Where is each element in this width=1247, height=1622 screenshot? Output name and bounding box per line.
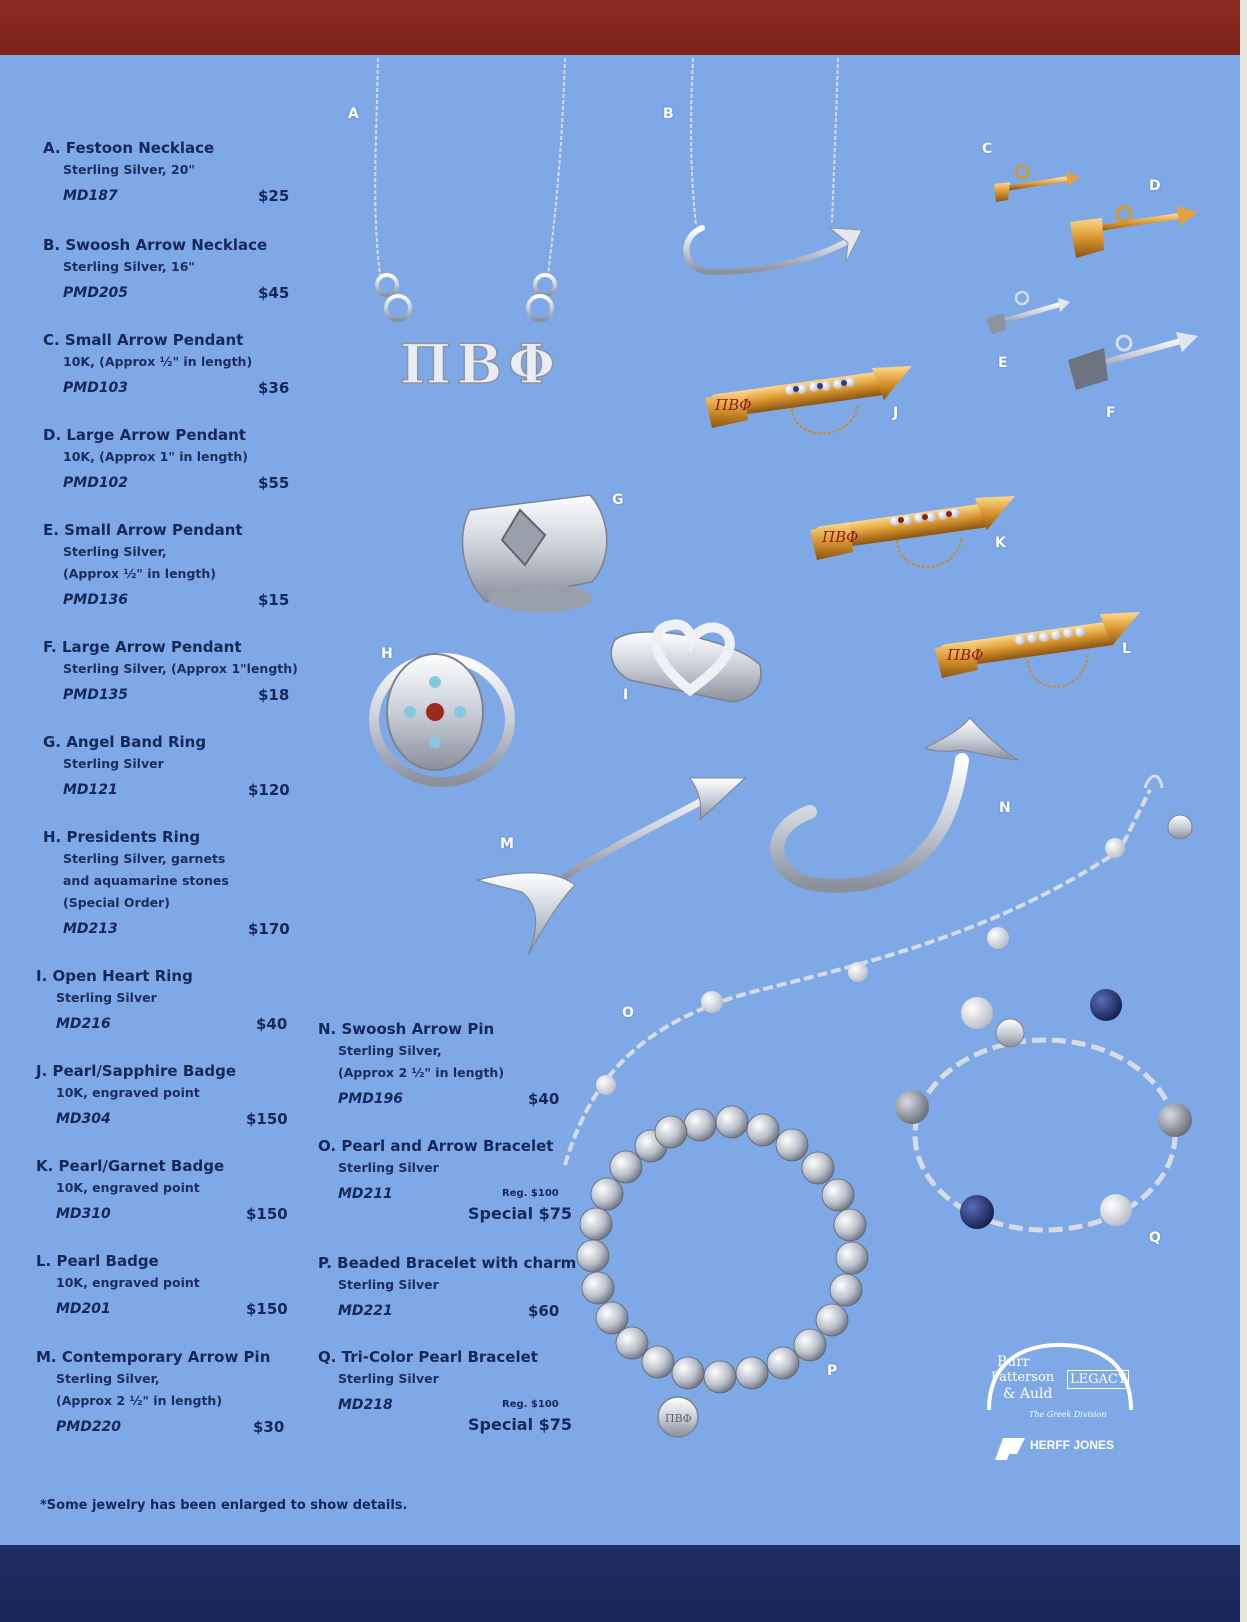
photo-label-n: N	[999, 800, 1011, 816]
photo-label-e: E	[998, 355, 1008, 371]
photo-label-b: B	[663, 106, 674, 122]
product-price: $30	[253, 1418, 285, 1436]
product-title: H. Presidents Ring	[43, 828, 201, 846]
regular-price: Reg. $100	[502, 1188, 559, 1199]
product-title: M. Contemporary Arrow Pin	[36, 1348, 271, 1366]
bead-ring	[577, 1106, 868, 1393]
product-price: $40	[528, 1090, 560, 1108]
product-price: $45	[258, 284, 290, 302]
footnote: *Some jewelry has been enlarged to show details.	[40, 1498, 408, 1513]
pearl-badge-image	[935, 612, 1140, 687]
logo-line-3: & Auld	[1003, 1386, 1053, 1402]
product-desc: Sterling Silver	[56, 990, 157, 1005]
product-desc: Sterling Silver, 20"	[63, 162, 195, 177]
product-title: P. Beaded Bracelet with charm	[318, 1254, 577, 1272]
photo-label-k: K	[995, 535, 1006, 551]
product-price: $150	[246, 1300, 288, 1318]
product-desc: 10K, engraved point	[56, 1085, 200, 1100]
product-price: $55	[258, 474, 290, 492]
product-price: $60	[528, 1302, 560, 1320]
pearl-arrow-bracelet-image	[565, 776, 1192, 1165]
product-desc: (Approx ½" in length)	[63, 566, 216, 581]
large-silver-arrow-image	[1068, 332, 1198, 390]
swoosh-arrow-pin-image	[777, 718, 1018, 886]
photo-label-g: G	[612, 492, 624, 508]
photo-label-h: H	[381, 646, 393, 662]
product-code: MD216	[56, 1016, 111, 1032]
logo-line-2: Patterson	[991, 1370, 1055, 1385]
product-code: PMD205	[63, 285, 129, 301]
product-desc: Sterling Silver,	[338, 1043, 442, 1058]
product-title: C. Small Arrow Pendant	[43, 331, 244, 349]
badge-letters: ΠΒΦ	[947, 646, 984, 664]
product-title: D. Large Arrow Pendant	[43, 426, 246, 444]
product-code: MD221	[338, 1303, 393, 1319]
product-title: F. Large Arrow Pendant	[43, 638, 242, 656]
product-title: O. Pearl and Arrow Bracelet	[318, 1137, 554, 1155]
product-code: MD201	[56, 1301, 111, 1317]
logo-line-1: Burr	[997, 1354, 1030, 1370]
special-price: Special $75	[468, 1415, 573, 1434]
product-title: Q. Tri-Color Pearl Bracelet	[318, 1348, 538, 1366]
badge-letters: ΠΒΦ	[715, 396, 752, 414]
product-desc: and aquamarine stones	[63, 873, 229, 888]
product-desc: Sterling Silver	[338, 1160, 439, 1175]
photo-label-f: F	[1106, 405, 1116, 421]
photo-label-o: O	[622, 1005, 634, 1021]
product-code: MD304	[56, 1111, 111, 1127]
open-heart-ring-image	[611, 624, 761, 702]
product-code: PMD103	[63, 380, 129, 396]
photo-label-a: A	[348, 106, 359, 122]
product-desc: Sterling Silver,	[63, 544, 167, 559]
product-price: $120	[248, 781, 290, 799]
photo-label-d: D	[1149, 178, 1161, 194]
charm-letters: ΠΒΦ	[665, 1412, 692, 1425]
product-desc: Sterling Silver	[338, 1277, 439, 1292]
product-title: L. Pearl Badge	[36, 1252, 159, 1270]
product-desc: 10K, (Approx ½" in length)	[63, 354, 253, 369]
product-price: $15	[258, 591, 290, 609]
contemporary-arrow-pin-image	[478, 778, 745, 955]
logo-tagline: The Greek Division	[1029, 1410, 1107, 1419]
product-code: MD213	[63, 921, 118, 937]
product-code: PMD135	[63, 687, 129, 703]
necklace-letters: ΠΒΦ	[400, 332, 555, 396]
product-price: $25	[258, 187, 290, 205]
product-code: MD310	[56, 1206, 111, 1222]
angel-band-ring-image	[463, 495, 607, 612]
photo-label-c: C	[982, 141, 993, 157]
photo-label-p: P	[827, 1363, 838, 1379]
logo-company: HERFF JONES	[1030, 1438, 1115, 1452]
product-price: $150	[246, 1205, 288, 1223]
tri-color-pearl-bracelet-image	[895, 989, 1192, 1230]
product-desc: 10K, engraved point	[56, 1275, 200, 1290]
product-title: I. Open Heart Ring	[36, 967, 193, 985]
product-desc: Sterling Silver, garnets	[63, 851, 226, 866]
product-title: G. Angel Band Ring	[43, 733, 207, 751]
product-desc: Sterling Silver,	[56, 1371, 160, 1386]
product-desc: Sterling Silver, 16"	[63, 259, 195, 274]
product-desc: (Special Order)	[63, 895, 171, 910]
presidents-ring-image	[374, 654, 510, 782]
swoosh-necklace-image	[686, 58, 862, 272]
product-desc: (Approx 2 ½" in length)	[56, 1393, 223, 1408]
product-code: PMD196	[338, 1091, 404, 1107]
product-price: $40	[256, 1015, 288, 1033]
product-price: $150	[246, 1110, 288, 1128]
beaded-bracelet-image	[577, 1106, 868, 1437]
product-title: J. Pearl/Sapphire Badge	[36, 1062, 237, 1080]
regular-price: Reg. $100	[502, 1399, 559, 1410]
festoon-necklace-image	[375, 58, 565, 396]
photo-label-q: Q	[1149, 1230, 1161, 1246]
product-code: PMD220	[56, 1419, 122, 1435]
product-title: B. Swoosh Arrow Necklace	[43, 236, 268, 254]
product-desc: (Approx 2 ½" in length)	[338, 1065, 505, 1080]
product-code: MD187	[63, 188, 118, 204]
product-desc: Sterling Silver	[63, 756, 164, 771]
small-silver-arrow-image	[986, 292, 1070, 334]
badge-letters: ΠΒΦ	[822, 528, 859, 546]
small-gold-arrow-image	[994, 166, 1080, 202]
product-price: $170	[248, 920, 290, 938]
pearl-garnet-badge-image	[810, 496, 1015, 567]
product-title: N. Swoosh Arrow Pin	[318, 1020, 495, 1038]
pearl-sapphire-badge-image	[705, 366, 912, 434]
photo-label-i: I	[623, 687, 629, 703]
product-desc: 10K, engraved point	[56, 1180, 200, 1195]
photo-label-j: J	[893, 405, 899, 421]
product-title: A. Festoon Necklace	[43, 139, 215, 157]
burr-patterson-auld-logo	[985, 1340, 1135, 1460]
product-title: K. Pearl/Garnet Badge	[36, 1157, 225, 1175]
product-code: MD211	[338, 1186, 393, 1202]
product-code: MD121	[63, 782, 118, 798]
product-desc: Sterling Silver	[338, 1371, 439, 1386]
product-price: $18	[258, 686, 290, 704]
special-price: Special $75	[468, 1204, 573, 1223]
product-price: $36	[258, 379, 290, 397]
logo-legacy: LEGACY	[1067, 1370, 1129, 1389]
product-desc: 10K, (Approx 1" in length)	[63, 449, 248, 464]
product-code: MD218	[338, 1397, 393, 1413]
large-gold-arrow-image	[1070, 206, 1198, 258]
product-title: E. Small Arrow Pendant	[43, 521, 243, 539]
product-code: PMD136	[63, 592, 129, 608]
photo-label-m: M	[500, 836, 514, 852]
photo-label-l: L	[1122, 641, 1131, 657]
product-desc: Sterling Silver, (Approx 1"length)	[63, 661, 298, 676]
product-code: PMD102	[63, 475, 129, 491]
